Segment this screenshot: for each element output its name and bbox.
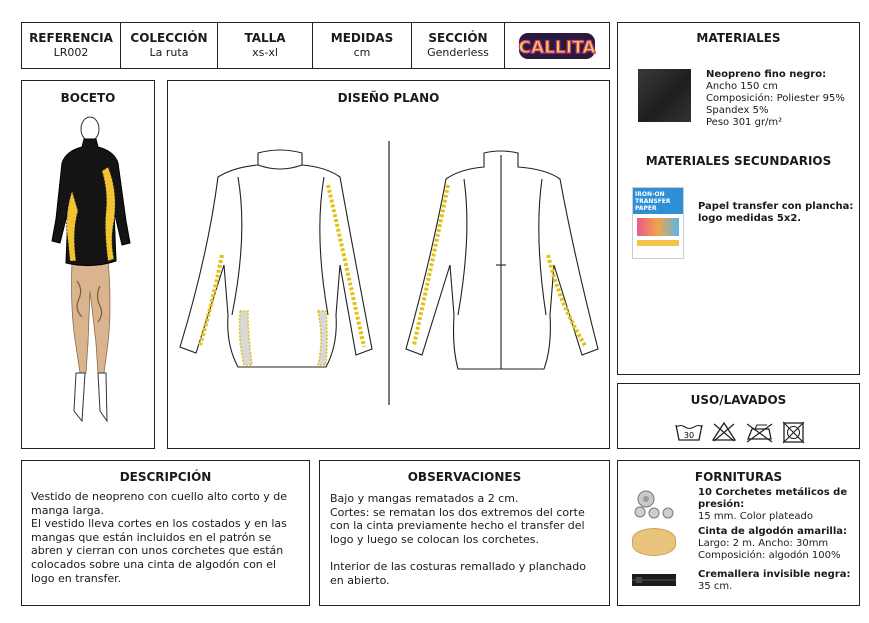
transfer-text: logo medidas 5x2. (698, 213, 802, 224)
fabric-detail: Peso 301 gr/m² (706, 117, 783, 128)
boceto-title: BOCETO (60, 91, 116, 105)
wash-temp: 30 (683, 431, 695, 440)
fornitura-name: Cremallera invisible negra: (698, 569, 851, 580)
materiales-panel (617, 22, 860, 375)
fabric-detail: Composición: Poliester 95% (706, 93, 845, 104)
descripcion-line: colocados sobre una cinta de algodón con el (31, 557, 277, 571)
fornitura-detail: Largo: 2 m. Ancho: 30mm (698, 538, 829, 549)
header-medidas (313, 23, 412, 68)
coleccion-value: La ruta (149, 46, 189, 59)
materiales-title: MATERIALES (696, 31, 781, 45)
graffiti-logo-icon (505, 23, 609, 68)
header-coleccion (121, 23, 218, 68)
back-view-drawing (406, 151, 598, 369)
referencia-label: REFERENCIA (29, 31, 113, 45)
medidas-value: cm (353, 46, 371, 59)
no-tumble-dry-icon (783, 422, 804, 443)
uso-title: USO/LAVADOS (690, 393, 787, 407)
uso-panel (617, 383, 860, 449)
header-seccion (412, 23, 505, 68)
transfer-text: Papel transfer con plancha: (698, 201, 854, 212)
cotton-tape-swatch (632, 528, 676, 556)
diseno-title: DISEÑO PLANO (337, 91, 440, 105)
observaciones-line: con la cinta previamente hecho el transfer del (330, 519, 585, 533)
no-iron-icon (747, 424, 772, 442)
descripcion-title: DESCRIPCIÓN (119, 470, 212, 484)
descripcion-line: abren y cierran con unos corchetes que están (31, 544, 284, 558)
snap-fasteners-icon (632, 489, 676, 519)
fornitura-name: Cinta de algodón amarilla: (698, 526, 848, 537)
coleccion-label: COLECCIÓN (130, 31, 208, 45)
referencia-value: LR002 (53, 46, 89, 59)
care-symbols (673, 420, 813, 444)
boceto-panel (21, 80, 155, 449)
descripcion-line: mangas que están incluidos en el patrón se (31, 530, 272, 544)
fashion-sketch-icon (22, 111, 154, 441)
observaciones-panel (319, 460, 610, 606)
fornituras-panel (617, 460, 860, 606)
fornituras-title: FORNITURAS (694, 470, 783, 484)
descripcion-line: Vestido de neopreno con cuello alto corto y de (31, 490, 287, 503)
flat-drawing-icon (168, 115, 609, 445)
descripcion-panel (21, 460, 310, 606)
observaciones-line: logo y luego se colocan los corchetes. (330, 532, 539, 546)
talla-value: xs-xl (252, 46, 278, 59)
header-talla (218, 23, 313, 68)
fornitura-detail: Composición: algodón 100% (698, 550, 841, 561)
fornitura-name: 10 Corchetes metálicos de (698, 487, 848, 498)
brand-logo (505, 23, 609, 68)
fabric-detail: Spandex 5% (706, 105, 769, 116)
observaciones-line: en abierto. (330, 573, 390, 587)
observaciones-line: Interior de las costuras remallado y planchado (330, 559, 586, 573)
secundarios-title: MATERIALES SECUNDARIOS (645, 154, 832, 168)
fabric-name: Neopreno fino negro: (706, 69, 827, 80)
descripcion-line: logo en transfer. (31, 571, 122, 585)
fabric-swatch (638, 69, 691, 122)
no-bleach-icon (713, 423, 735, 441)
observaciones-line: Cortes: se rematan los dos extremos del corte (330, 505, 585, 519)
seccion-value: Genderless (427, 46, 489, 59)
descripcion-line: manga larga. (31, 503, 104, 517)
header-referencia (22, 23, 121, 68)
fornitura-detail: 15 mm. Color plateado (698, 511, 813, 522)
observaciones-line: Bajo y mangas rematados a 2 cm. (330, 492, 519, 505)
diseno-panel (167, 80, 610, 449)
transfer-pack-label: IRON-ON TRANSFER PAPER (633, 188, 683, 214)
observaciones-title: OBSERVACIONES (407, 470, 522, 484)
logo-text: CALLITA (518, 38, 596, 58)
descripcion-line: El vestido lleva cortes en los costados y en las (31, 517, 287, 531)
header-table (21, 22, 610, 69)
wash-30-icon (676, 425, 702, 440)
medidas-label: MEDIDAS (330, 31, 394, 45)
fornitura-detail: 35 cm. (698, 581, 733, 592)
observaciones-line (330, 546, 586, 560)
talla-label: TALLA (244, 31, 286, 45)
fornitura-name: presión: (698, 499, 745, 510)
zipper-icon (632, 569, 676, 591)
fabric-detail: Ancho 150 cm (706, 81, 778, 92)
transfer-paper-image (632, 187, 684, 259)
seccion-label: SECCIÓN (428, 31, 488, 45)
